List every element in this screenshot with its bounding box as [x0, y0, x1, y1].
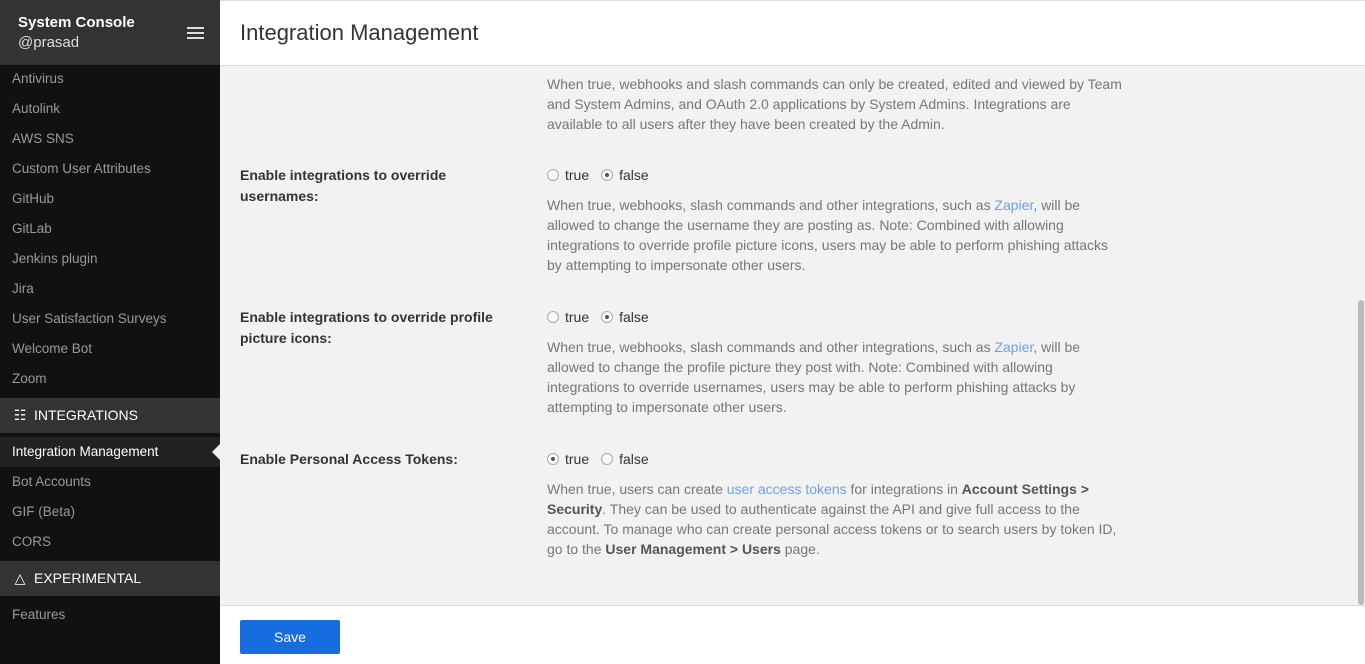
- sidebar-item-gitlab[interactable]: GitLab: [12, 221, 52, 236]
- sitemap-icon: ☷: [13, 407, 27, 423]
- radio-true[interactable]: [547, 311, 559, 323]
- sidebar-item-welcome-bot[interactable]: Welcome Bot: [12, 341, 93, 356]
- radio-label: true: [565, 309, 590, 325]
- radio-label: false: [619, 451, 649, 467]
- page-header: [220, 0, 1365, 66]
- radio-false[interactable]: [601, 311, 613, 323]
- console-title: System Console: [18, 14, 135, 31]
- zapier-link[interactable]: Zapier: [994, 339, 1034, 355]
- sidebar-item-zoom[interactable]: Zoom: [12, 371, 47, 386]
- help-text: When true, webhooks, slash commands and other integrations, such as Zapier, will be allowed to change the username they are posting as. Note: Combined with allowing integrations to override profile picture icons, users may be able to perform phishing attacks by attempting to impersonate other users.: [547, 197, 1109, 273]
- help-text: When true, users can create user access tokens for integrations in Account Settings > Security. They can be used to authenticate against the API and give full access to the account. To manage who can create personal access tokens or to search users by token ID, go to the User Management > Users page.: [547, 481, 1117, 557]
- radio-label: true: [565, 451, 590, 467]
- sidebar-item-gif[interactable]: GIF (Beta): [12, 504, 76, 519]
- sidebar-header: [0, 0, 220, 65]
- section-integrations: [0, 398, 220, 433]
- sidebar-item-github[interactable]: GitHub: [12, 191, 55, 206]
- zapier-link[interactable]: Zapier: [994, 197, 1034, 213]
- sidebar-item-bot-accounts[interactable]: Bot Accounts: [12, 474, 91, 489]
- sidebar-item-jira[interactable]: Jira: [12, 281, 34, 296]
- help-text: When true, webhooks, slash commands and other integrations, such as Zapier, will be allowed to change the profile picture they post with. Note: Combined with allowing integrations to override usernames, users may be able to perform phishing attacks by attempting to impersonate other users.: [547, 339, 1081, 415]
- sidebar: [0, 0, 220, 664]
- help-text: When true, webhooks and slash commands can only be created, edited and viewed by Team and System Admins, and OAuth 2.0 applications by System Admins. Integrations are available to all users after they have been created by the Admin.: [547, 76, 1122, 132]
- radio-false[interactable]: [601, 169, 613, 181]
- scrollbar-thumb[interactable]: [1358, 300, 1364, 605]
- flask-icon: △: [14, 570, 26, 586]
- radio-true[interactable]: [547, 169, 559, 181]
- hamburger-menu-icon[interactable]: [187, 27, 204, 42]
- radio-label: false: [619, 167, 649, 183]
- user-access-tokens-link[interactable]: user access tokens: [726, 481, 847, 497]
- sidebar-item-user-satisfaction-surveys[interactable]: User Satisfaction Surveys: [12, 311, 167, 326]
- sidebar-item-features[interactable]: Features: [12, 607, 66, 622]
- section-label: INTEGRATIONS: [34, 407, 138, 423]
- sidebar-item-aws-sns[interactable]: AWS SNS: [12, 131, 74, 146]
- section-experimental: [0, 561, 220, 596]
- setting-label: Enable integrations to override profile picture icons:: [240, 309, 493, 346]
- setting-label: Enable Personal Access Tokens:: [240, 451, 458, 467]
- sidebar-item-custom-user-attributes[interactable]: Custom User Attributes: [12, 161, 151, 176]
- save-button[interactable]: Save: [240, 620, 340, 654]
- sidebar-item-cors[interactable]: CORS: [12, 534, 52, 549]
- section-label: EXPERIMENTAL: [34, 570, 142, 586]
- sidebar-item-jenkins[interactable]: Jenkins plugin: [12, 251, 98, 266]
- username: @prasad: [18, 34, 80, 51]
- footer: [220, 605, 1365, 664]
- sidebar-item-integration-management[interactable]: Integration Management: [0, 437, 220, 467]
- radio-label: false: [619, 309, 649, 325]
- radio-label: true: [565, 167, 590, 183]
- radio-false[interactable]: [601, 453, 613, 465]
- radio-true[interactable]: [547, 453, 559, 465]
- scrollbar[interactable]: [1357, 66, 1365, 605]
- setting-label: Enable integrations to override usernames:: [240, 167, 447, 204]
- sidebar-item-autolink[interactable]: Autolink: [12, 101, 61, 116]
- page-title: Integration Management: [240, 20, 479, 45]
- sidebar-item-antivirus[interactable]: Antivirus: [12, 71, 64, 86]
